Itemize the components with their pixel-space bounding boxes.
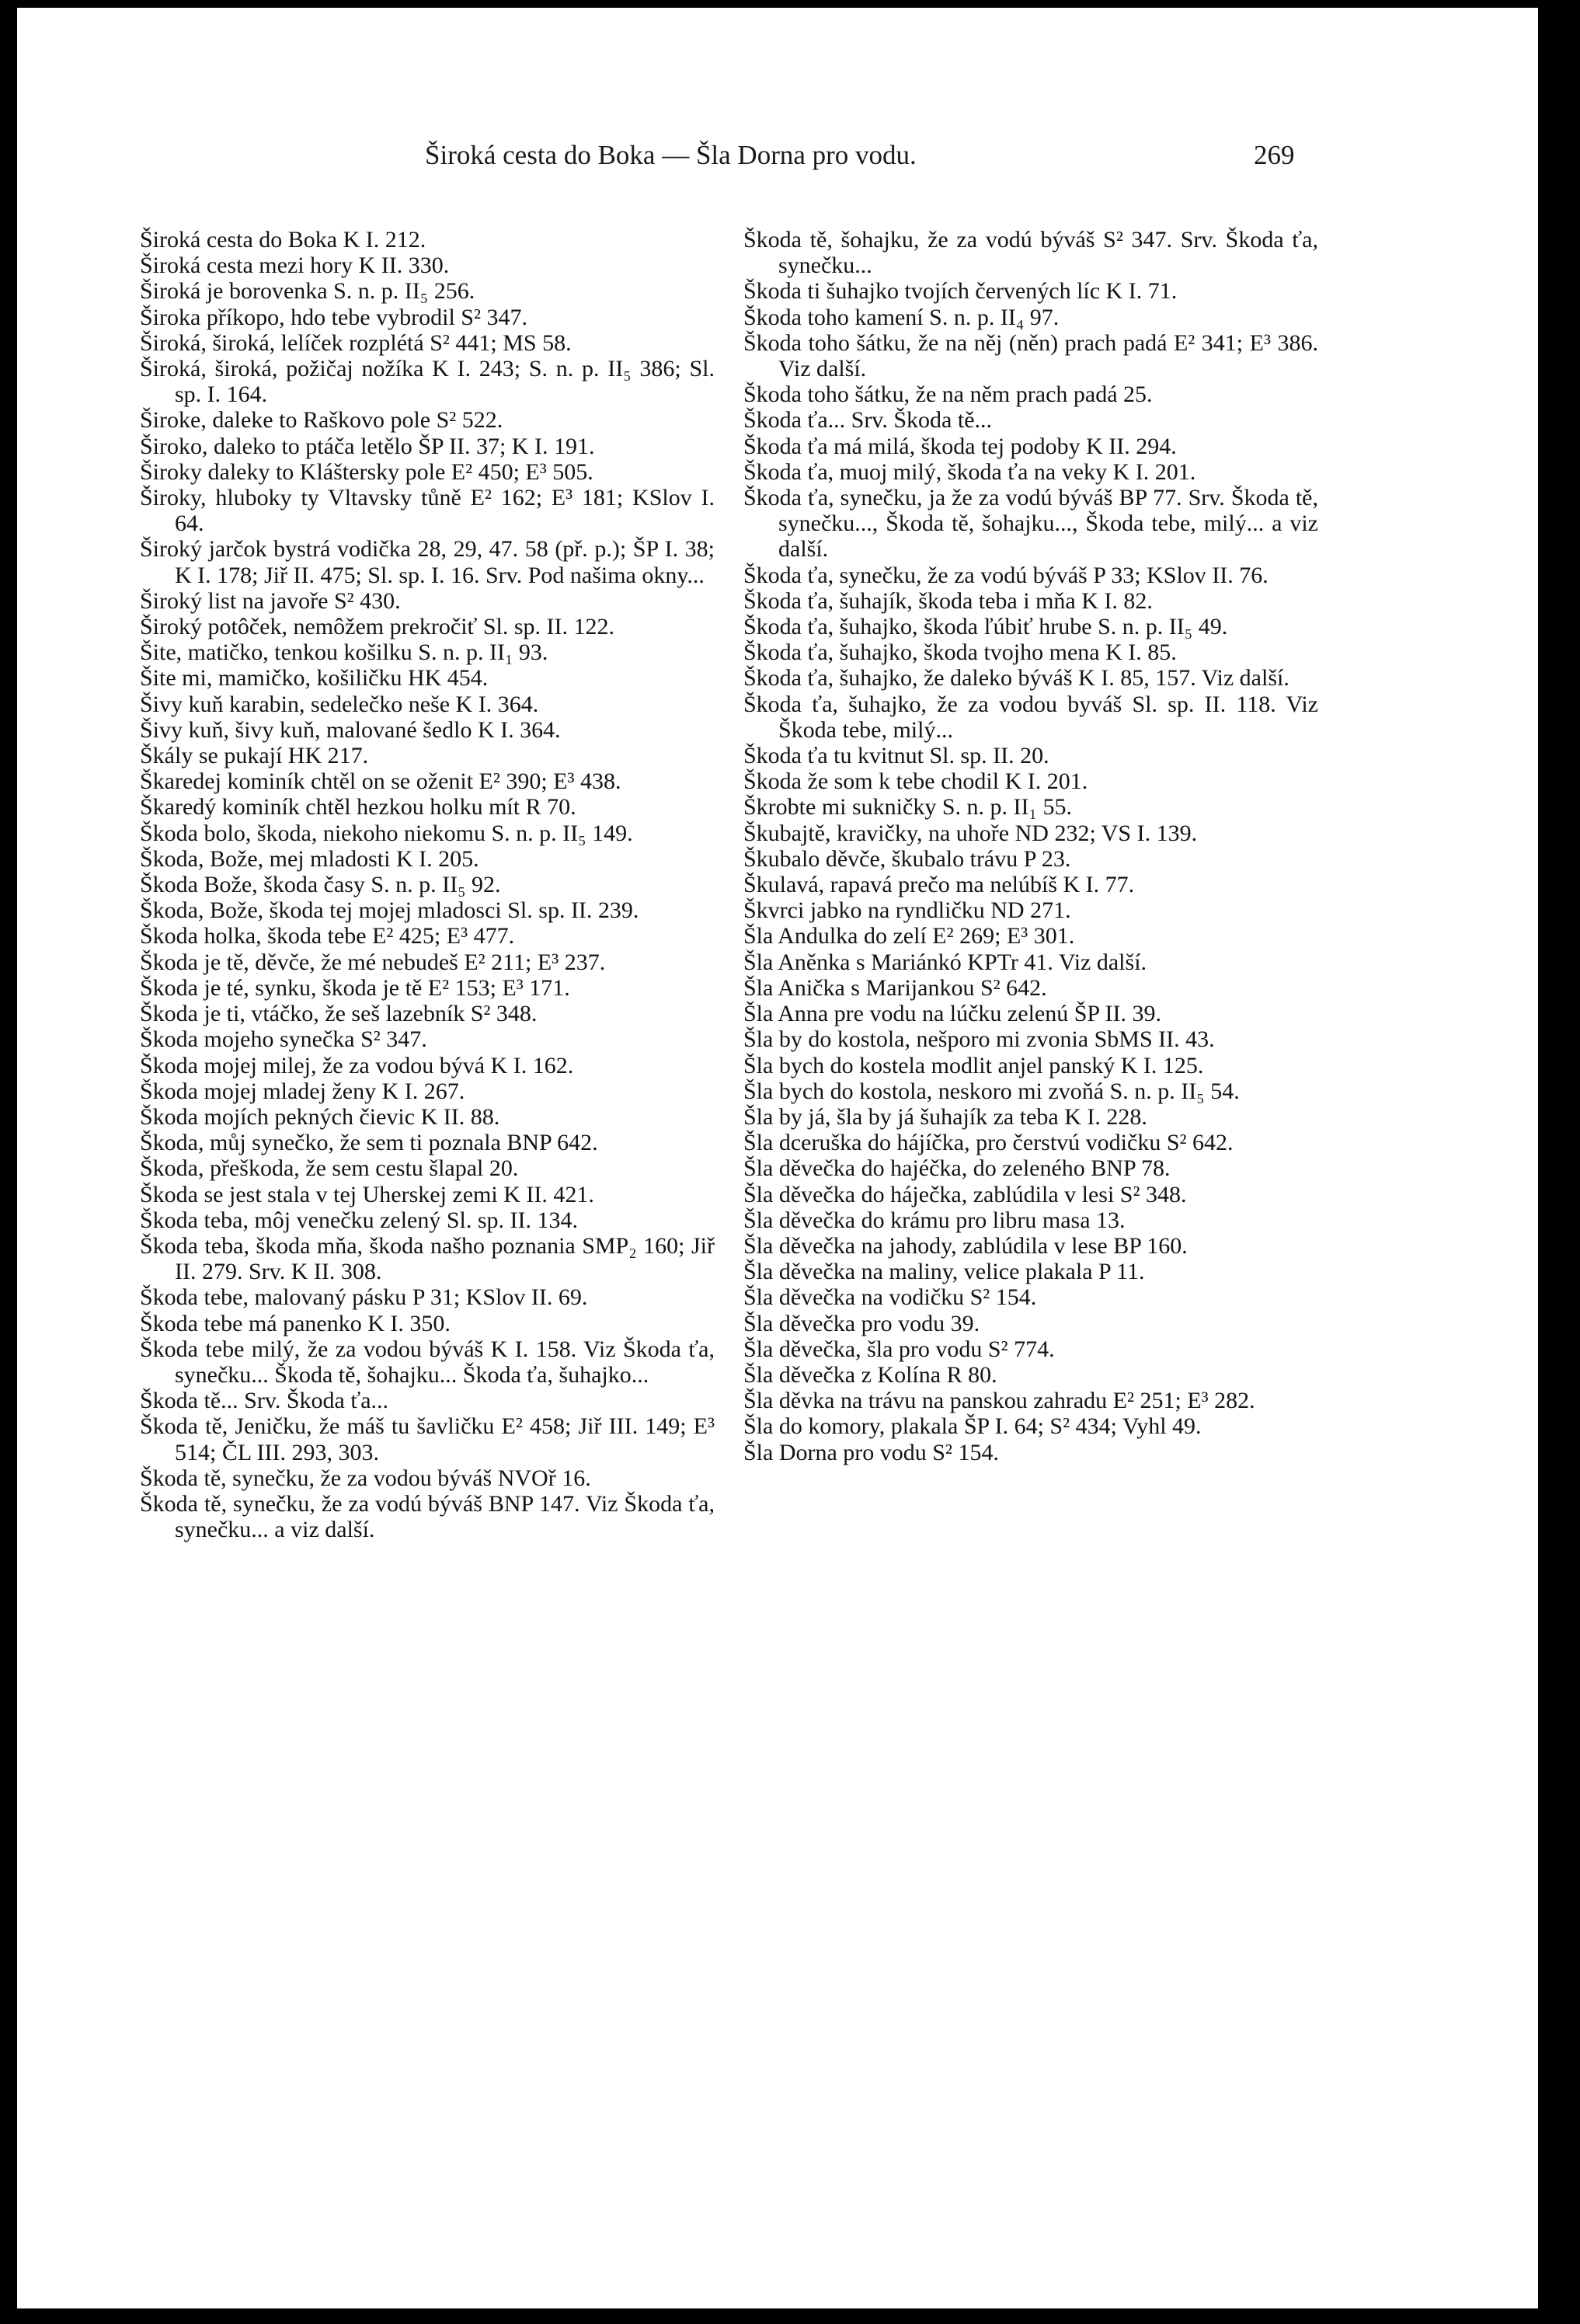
- index-entry: Šivy kuň karabin, sedelečko neše K I. 364.: [140, 691, 539, 717]
- index-entry: Šla děvečka na jahody, zablúdila v lese BP 160.: [743, 1232, 1188, 1259]
- index-entry: Šla Dorna pro vodu S² 154.: [743, 1439, 999, 1465]
- document-page: [17, 8, 1538, 2308]
- index-entry: Široká, široká, lelíček rozplétá S² 441; MS 58.: [140, 329, 572, 356]
- index-entry: Široka příkopo, hdo tebe vybrodil S² 347.: [140, 304, 527, 330]
- index-entry: Šla děvečka na vodičku S² 154.: [743, 1284, 1037, 1311]
- index-entry: Škoda ťa, šuhajko, že za vodou byváš Sl. sp. II. 118. Viz Škoda tebe, milý...: [743, 691, 1318, 743]
- index-entry: Škvrci jabko na ryndličku ND 271.: [743, 897, 1071, 924]
- index-entry: Široky daleky to Kláštersky pole E² 450; E³ 505.: [140, 458, 593, 485]
- index-entry: Škubalo děvče, škubalo trávu P 23.: [743, 845, 1071, 872]
- index-entry: Škoda toho šátku, že na něm prach padá 25.: [743, 382, 1153, 408]
- index-entry: Šla děvečka do krámu pro libru masa 13.: [743, 1207, 1126, 1233]
- index-entry: Škaredej kominík chtěl on se oženit E² 390; E³ 438.: [140, 768, 621, 795]
- index-entry: Škoda mojeho synečka S² 347.: [140, 1026, 427, 1053]
- index-entry: Široký list na javoře S² 430.: [140, 587, 401, 614]
- index-entry: Škoda Bože, škoda časy S. n. p. II₅ 92.: [140, 872, 501, 898]
- index-entry: Škaredý kominík chtěl hezkou holku mít R 70.: [140, 794, 576, 821]
- index-entry: Škoda je ti, vtáčko, že seš lazebník S² 348.: [140, 1001, 538, 1027]
- index-entry: Škoda teba, škoda mňa, škoda našho poznania SMP₂ 160; Jiř II. 279. Srv. K II. 308.: [140, 1232, 715, 1285]
- left-column: [140, 227, 715, 1542]
- index-entry: Šla děvka na trávu na panskou zahradu E² 251; E³ 282.: [743, 1388, 1255, 1414]
- index-entry: Škulavá, rapavá prečo ma nelúbíš K I. 77.: [743, 872, 1135, 898]
- index-entry: Šla děvečka na maliny, velice plakala P 11.: [743, 1259, 1145, 1285]
- index-entry: Šla děvečka z Kolína R 80.: [743, 1361, 997, 1388]
- index-entry: Škoda tě... Srv. Škoda ťa...: [140, 1388, 389, 1414]
- index-entry: Škoda tě, Jeničku, že máš tu šavličku E² 458; Jiř III. 149; E³ 514; ČL III. 293, 303.: [140, 1413, 715, 1465]
- index-entry: Škoda tě, synečku, že za vodou býváš NVOř 16.: [140, 1465, 591, 1491]
- index-entry: Škoda se jest stala v tej Uherskej zemi K II. 421.: [140, 1181, 594, 1207]
- index-entry: Škoda ťa, šuhajko, škoda tvojho mena K I. 85.: [743, 639, 1177, 666]
- index-entry: Škoda holka, škoda tebe E² 425; E³ 477.: [140, 923, 515, 949]
- index-entry: Škoda mojej mladej ženy K I. 267.: [140, 1078, 465, 1104]
- index-entry: Škoda ťa... Srv. Škoda tě...: [743, 407, 993, 434]
- index-entry: Široký potôček, nemôžem prekročiť Sl. sp. II. 122.: [140, 614, 615, 640]
- index-entry: Šla děvečka, šla pro vodu S² 774.: [743, 1336, 1055, 1362]
- index-entry: Škoda ťa má milá, škoda tej podoby K II. 294.: [743, 433, 1177, 459]
- index-entry: Škoda ťa, šuhajík, škoda teba i mňa K I. 82.: [743, 587, 1153, 614]
- page-number: 269: [1254, 140, 1295, 170]
- index-entry: Škoda že som k tebe chodil K I. 201.: [743, 768, 1088, 795]
- index-entry: Škoda ťa, šuhajko, že daleko býváš K I. 85, 157. Viz další.: [743, 665, 1289, 692]
- index-entry: Škoda ťa, šuhajko, škoda ľúbiť hrube S. n. p. II₅ 49.: [743, 614, 1228, 640]
- index-entry: Široká, široká, požičaj nožíka K I. 243; S. n. p. II₅ 386; Sl. sp. I. 164.: [140, 356, 715, 408]
- index-entry: Škoda je tě, děvče, že mé nebudeš E² 211; E³ 237.: [140, 949, 606, 975]
- index-entry: Široký jarčok bystrá vodička 28, 29, 47. 58 (př. p.); ŠP I. 38; K I. 178; Jiř II. 475; Sl. sp. I. 16. Srv. Pod našima okny...: [140, 536, 715, 588]
- index-entry: Škoda mojej milej, že za vodou bývá K I. 162.: [140, 1052, 574, 1078]
- index-entry: Šla Andulka do zelí E² 269; E³ 301.: [743, 923, 1075, 949]
- index-entry: Škoda toho kamení S. n. p. II₄ 97.: [743, 304, 1060, 330]
- index-entry: Šla by já, šla by já šuhajík za teba K I. 228.: [743, 1103, 1147, 1130]
- index-entry: Široky, hluboky ty Vltavsky tůně E² 162; E³ 181; KSlov I. 64.: [140, 485, 715, 537]
- index-entry: Šite mi, mamičko, košiličku HK 454.: [140, 665, 489, 692]
- index-entry: Škoda mojích pekných čievic K II. 88.: [140, 1103, 500, 1130]
- index-entry: Škoda ťa tu kvitnut Sl. sp. II. 20.: [743, 743, 1049, 769]
- index-entry: Škoda, můj synečko, že sem ti poznala BNP 642.: [140, 1130, 598, 1156]
- index-entry: Škrobte mi sukničky S. n. p. II₁ 55.: [743, 794, 1072, 821]
- index-entry: Škoda, Bože, škoda tej mojej mladosci Sl. sp. II. 239.: [140, 897, 639, 924]
- index-entry: Šla Anna pre vodu na lúčku zelenú ŠP II. 39.: [743, 1001, 1161, 1027]
- index-entry: Škoda tě, synečku, že za vodú býváš BNP 147. Viz Škoda ťa, synečku... a viz další.: [140, 1490, 715, 1543]
- index-entry: Šla by do kostola, nešporo mi zvonia SbMS II. 43.: [743, 1026, 1215, 1053]
- index-entry: Škály se pukají HK 217.: [140, 743, 369, 769]
- index-entry: Škoda tě, šohajku, že za vodú býváš S² 347. Srv. Škoda ťa, synečku...: [743, 227, 1318, 279]
- index-entry: Široke, daleke to Raškovo pole S² 522.: [140, 407, 503, 434]
- index-entry: Škoda tebe, malovaný pásku P 31; KSlov II. 69.: [140, 1284, 588, 1311]
- index-entry: Šla bych do kostola, neskoro mi zvoňá S. n. p. II₅ 54.: [743, 1078, 1240, 1104]
- index-entry: Škubajtě, kravičky, na uhoře ND 232; VS I. 139.: [743, 820, 1198, 846]
- index-entry: Škoda bolo, škoda, niekoho niekomu S. n. p. II₅ 149.: [140, 820, 633, 846]
- index-entry: Šla do komory, plakala ŠP I. 64; S² 434; Vyhl 49.: [743, 1413, 1202, 1440]
- index-entry: Šla bych do kostela modlit anjel panský K I. 125.: [743, 1052, 1204, 1078]
- index-entry: Šla děvečka do hajéčka, do zeleného BNP 78.: [743, 1155, 1171, 1182]
- right-column: [743, 227, 1318, 1465]
- index-entry: Šivy kuň, šivy kuň, malované šedlo K I. 364.: [140, 716, 561, 743]
- index-entry: Široko, daleko to ptáča letělo ŠP II. 37; K I. 191.: [140, 433, 595, 459]
- index-entry: Šla děvečka do háječka, zablúdila v lesi S² 348.: [743, 1181, 1187, 1207]
- index-entry: Šla Anička s Marijankou S² 642.: [743, 974, 1047, 1001]
- running-title: Široká cesta do Boka — Šla Dorna pro vodu.: [425, 140, 917, 170]
- index-entry: Škoda ťa, synečku, že za vodú býváš P 33; KSlov II. 76.: [743, 562, 1269, 588]
- index-entry: Škoda je té, synku, škoda je tě E² 153; E³ 171.: [140, 974, 570, 1001]
- index-entry: Škoda toho šátku, že na něj (něn) prach padá E² 341; E³ 386. Viz další.: [743, 329, 1318, 382]
- index-entry: Škoda ti šuhajko tvojích červených líc K I. 71.: [743, 278, 1178, 305]
- index-entry: Šla dceruška do hájíčka, pro čerstvú vodičku S² 642.: [743, 1130, 1234, 1156]
- index-entry: Široká cesta do Boka K I. 212.: [140, 227, 426, 253]
- index-entry: Škoda teba, môj venečku zelený Sl. sp. II. 134.: [140, 1207, 579, 1233]
- running-header: [17, 140, 1538, 179]
- index-entry: Škoda tebe má panenko K I. 350.: [140, 1310, 451, 1336]
- index-entry: Škoda, přeškoda, že sem cestu šlapal 20.: [140, 1155, 519, 1182]
- index-entry: Široká je borovenka S. n. p. II₅ 256.: [140, 278, 475, 305]
- index-entry: Škoda ťa, synečku, ja že za vodú býváš BP 77. Srv. Škoda tě, synečku..., Škoda tě, šohajku..., Škoda tebe, milý... a viz další.: [743, 485, 1318, 563]
- index-entry: Široká cesta mezi hory K II. 330.: [140, 253, 450, 279]
- index-entry: Šla děvečka pro vodu 39.: [743, 1310, 980, 1336]
- index-entry: Škoda ťa, muoj milý, škoda ťa na veky K I. 201.: [743, 458, 1196, 485]
- index-entry: Šla Aněnka s Mariánkó KPTr 41. Viz další.: [743, 949, 1147, 975]
- index-entry: Škoda tebe milý, že za vodou býváš K I. 158. Viz Škoda ťa, synečku... Škoda tě, šohajku... Škoda ťa, šuhajko...: [140, 1336, 715, 1388]
- index-entry: Škoda, Bože, mej mladosti K I. 205.: [140, 845, 479, 872]
- index-entry: Šite, matičko, tenkou košilku S. n. p. II₁ 93.: [140, 639, 548, 666]
